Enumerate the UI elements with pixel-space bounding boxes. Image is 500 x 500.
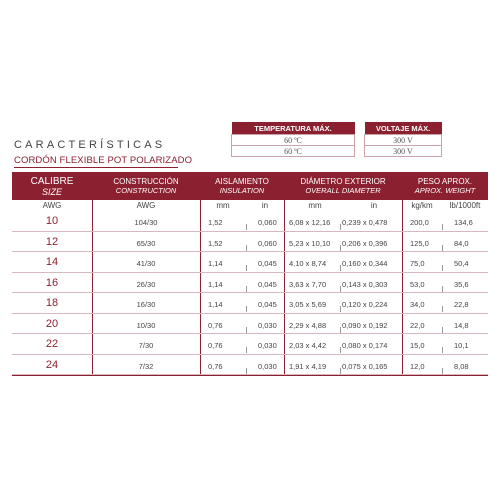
table-row xyxy=(12,293,488,314)
unit-aislamiento-in: in xyxy=(261,201,269,210)
cell-construccion: 65/30 xyxy=(136,238,156,248)
cell-tick xyxy=(340,265,341,271)
cell-aislamiento-in: 0,030 xyxy=(258,361,277,371)
header-construccion-es: CONSTRUCCIÓN xyxy=(113,177,179,186)
cell-tick xyxy=(246,347,247,353)
header-peso xyxy=(402,172,488,200)
voltage-header: VOLTAJE MÁX. xyxy=(365,122,442,135)
header-construccion-en: CONSTRUCTION xyxy=(115,186,177,195)
cell-diametro-in: 0,075 x 0,165 xyxy=(342,361,388,371)
header-calibre xyxy=(12,172,92,200)
cell-aislamiento-mm: 1,52 xyxy=(208,238,223,248)
unit-peso-lb: lb/1000ft xyxy=(449,201,481,210)
cell-tick xyxy=(442,286,443,292)
cell-tick xyxy=(340,286,341,292)
header-peso-es: PESO APROX. xyxy=(417,177,473,186)
cell-tick xyxy=(246,265,247,271)
cell-construccion: 104/30 xyxy=(134,218,158,227)
cell-aislamiento-mm: 1,14 xyxy=(208,300,223,309)
cell-diametro-in: 0,239 x 0,478 xyxy=(342,218,388,227)
cell-diametro-mm: 3,63 x 7,70 xyxy=(289,279,327,289)
cell-peso-kg: 200,0 xyxy=(410,218,429,227)
cell-tick xyxy=(442,327,443,333)
temperature-value: 60 ºC xyxy=(232,135,355,146)
title-rule xyxy=(14,167,178,168)
cell-diametro-mm: 2,29 x 4,88 xyxy=(289,320,327,330)
cell-tick xyxy=(442,368,443,374)
cell-tick xyxy=(246,306,247,312)
cell-calibre: 16 xyxy=(45,276,59,289)
cell-diametro-in: 0,206 x 0,396 xyxy=(342,238,388,248)
cell-aislamiento-in: 0,060 xyxy=(258,238,277,248)
unit-construccion: AWG xyxy=(136,201,156,210)
cell-peso-kg: 75,0 xyxy=(410,259,425,268)
cell-diametro-in: 0,120 x 0,224 xyxy=(342,300,388,309)
cell-construccion: 7/32 xyxy=(138,361,154,371)
cell-aislamiento-in: 0,030 xyxy=(258,341,277,350)
cell-construccion: 26/30 xyxy=(136,279,156,289)
cell-tick xyxy=(246,368,247,374)
cell-tick xyxy=(340,368,341,374)
cell-tick xyxy=(442,224,443,230)
cell-aislamiento-mm: 1,14 xyxy=(208,259,223,268)
cell-diametro-in: 0,143 x 0,303 xyxy=(342,279,388,289)
cell-peso-lb: 35,6 xyxy=(454,279,469,289)
cell-construccion: 16/30 xyxy=(136,300,156,309)
cell-tick xyxy=(442,347,443,353)
cell-tick xyxy=(340,224,341,230)
cell-tick xyxy=(246,327,247,333)
header-aislamiento-en: INSULATION xyxy=(219,186,265,195)
cell-calibre: 24 xyxy=(45,358,59,371)
cell-aislamiento-mm: 0,76 xyxy=(208,341,223,350)
cell-tick xyxy=(340,306,341,312)
temperature-header: TEMPERATURA MÁX. xyxy=(232,122,355,135)
cell-calibre: 20 xyxy=(45,317,59,330)
unit-aislamiento-mm: mm xyxy=(216,201,230,210)
header-diametro xyxy=(284,172,402,200)
cell-peso-kg: 15,0 xyxy=(410,341,425,350)
cell-diametro-in: 0,160 x 0,344 xyxy=(342,259,388,268)
cell-construccion: 10/30 xyxy=(136,320,156,330)
header-calibre-es: CALIBRE xyxy=(30,175,74,187)
unit-diametro-in: in xyxy=(370,201,378,210)
cell-peso-lb: 84,0 xyxy=(454,238,469,248)
table-bottom-rule xyxy=(12,375,488,376)
cell-aislamiento-in: 0,045 xyxy=(258,279,277,289)
header-diametro-es: DIÁMETRO EXTERIOR xyxy=(300,177,386,186)
cell-peso-lb: 22,8 xyxy=(454,300,469,309)
cell-diametro-mm: 2,03 x 4,42 xyxy=(289,341,327,350)
cell-aislamiento-in: 0,045 xyxy=(258,259,277,268)
header-construccion xyxy=(92,172,200,200)
cell-aislamiento-mm: 0,76 xyxy=(208,320,223,330)
cell-calibre: 12 xyxy=(45,235,59,248)
cell-peso-kg: 34,0 xyxy=(410,300,425,309)
cell-diametro-mm: 3,05 x 5,69 xyxy=(289,300,327,309)
unit-peso-kg: kg/km xyxy=(411,201,433,210)
page-subtitle: CORDÓN FLEXIBLE POT POLARIZADO xyxy=(14,155,193,166)
cell-diametro-mm: 1,91 x 4,19 xyxy=(289,361,327,371)
voltage-value: 300 V xyxy=(365,135,442,146)
unit-diametro-mm: mm xyxy=(308,201,322,210)
cell-tick xyxy=(442,265,443,271)
cell-construccion: 41/30 xyxy=(136,259,156,268)
cell-diametro-in: 0,080 x 0,174 xyxy=(342,341,388,350)
cell-aislamiento-mm: 1,52 xyxy=(208,218,223,227)
cell-calibre: 14 xyxy=(45,256,59,268)
cell-peso-kg: 22,0 xyxy=(410,320,425,330)
cell-tick xyxy=(340,347,341,353)
table-row xyxy=(12,355,488,376)
cell-calibre: 10 xyxy=(45,215,59,227)
cell-tick xyxy=(246,286,247,292)
table-row xyxy=(12,252,488,273)
cell-peso-lb: 14,8 xyxy=(454,320,469,330)
cell-aislamiento-in: 0,030 xyxy=(258,320,277,330)
header-peso-en: APROX. WEIGHT xyxy=(414,186,476,195)
cell-diametro-in: 0,090 x 0,192 xyxy=(342,320,388,330)
cell-diametro-mm: 5,23 x 10,10 xyxy=(289,238,331,248)
cell-tick xyxy=(442,245,443,251)
cell-aislamiento-mm: 0,76 xyxy=(208,361,223,371)
temperature-value: 60 ºC xyxy=(232,146,355,157)
page-title: CARACTERÍSTICAS xyxy=(14,139,166,151)
table-row xyxy=(12,211,488,232)
cell-construccion: 7/30 xyxy=(138,341,154,350)
table-row xyxy=(12,273,488,294)
cell-calibre: 22 xyxy=(45,338,59,350)
cell-tick xyxy=(340,245,341,251)
cell-peso-lb: 134,6 xyxy=(454,218,473,227)
temperature-spec-table xyxy=(231,122,355,157)
table-row xyxy=(12,232,488,253)
cell-tick xyxy=(442,306,443,312)
cell-diametro-mm: 4,10 x 8,74 xyxy=(289,259,327,268)
cell-tick xyxy=(340,327,341,333)
header-aislamiento xyxy=(200,172,284,200)
cell-tick xyxy=(246,224,247,230)
units-row xyxy=(12,200,488,211)
table-header xyxy=(12,172,488,200)
voltage-value: 300 V xyxy=(365,146,442,157)
table-row xyxy=(12,314,488,335)
header-calibre-en: SIZE xyxy=(41,186,62,197)
cell-peso-lb: 50,4 xyxy=(454,259,469,268)
cell-peso-lb: 10,1 xyxy=(454,341,469,350)
voltage-spec-table xyxy=(364,122,442,157)
cell-peso-kg: 125,0 xyxy=(410,238,429,248)
cell-tick xyxy=(246,245,247,251)
header-diametro-en: OVERALL DIAMETER xyxy=(305,186,381,195)
cell-aislamiento-mm: 1,14 xyxy=(208,279,223,289)
table-row xyxy=(12,334,488,355)
cell-peso-kg: 12,0 xyxy=(410,361,425,371)
cell-diametro-mm: 6,08 x 12,16 xyxy=(289,218,331,227)
cell-peso-kg: 53,0 xyxy=(410,279,425,289)
unit-calibre: AWG xyxy=(42,201,62,210)
cell-aislamiento-in: 0,060 xyxy=(258,218,277,227)
header-aislamiento-es: AISLAMIENTO xyxy=(215,177,269,186)
cell-calibre: 18 xyxy=(45,297,59,309)
cell-peso-lb: 8,08 xyxy=(454,361,469,371)
cell-aislamiento-in: 0,045 xyxy=(258,300,277,309)
